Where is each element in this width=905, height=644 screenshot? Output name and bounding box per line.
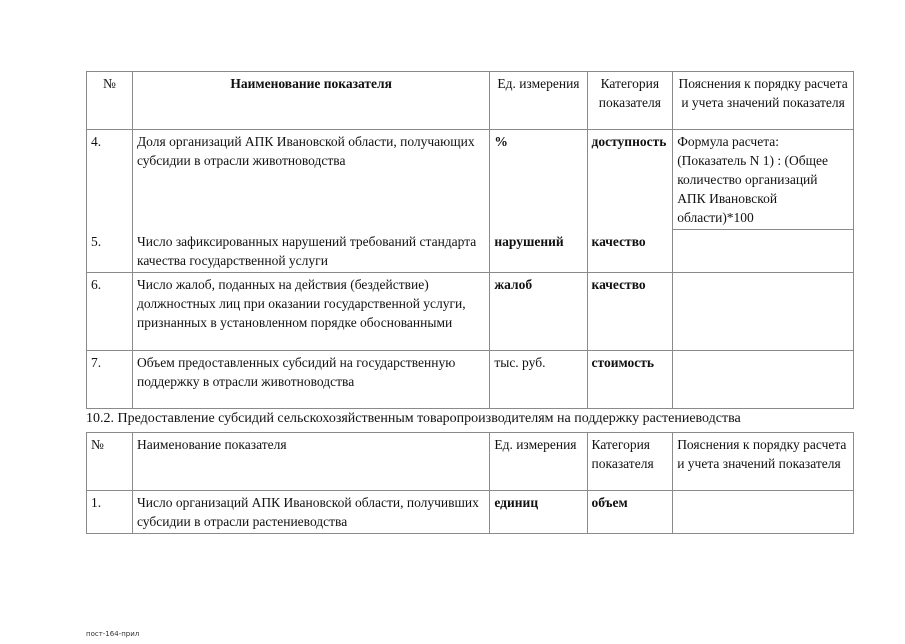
header-unit: Ед. измерения [490, 72, 587, 130]
row-category: доступность [587, 130, 673, 230]
table-row [87, 491, 854, 534]
header-name: Наименование показателя [132, 72, 489, 130]
row-notes [673, 230, 854, 273]
section-caption: 10.2. Предоставление субсидий сельскохозяйственным товаропроизводителям на поддержку растениеводства [86, 411, 741, 426]
row-name: Число организаций АПК Ивановской области, получивших субсидии в отрасли растениеводства [132, 491, 489, 534]
row-notes [673, 272, 854, 350]
row-num: 4. [87, 130, 133, 230]
row-category: качество [587, 230, 673, 273]
table-header-row [87, 433, 854, 491]
row-category: объем [587, 491, 673, 534]
row-num: 1. [87, 491, 133, 534]
row-unit: жалоб [490, 272, 587, 350]
row-notes [673, 350, 854, 408]
header-name: Наименование показателя [132, 433, 489, 491]
header-notes: Пояснения к порядку расчета и учета значений показателя [673, 72, 854, 130]
row-name: Число жалоб, поданных на действия (бездействие) должностных лиц при оказании государственной услуги, признанных в установленном порядке обоснованными [132, 272, 489, 350]
header-num: № [87, 433, 133, 491]
row-category: стоимость [587, 350, 673, 408]
row-category: качество [587, 272, 673, 350]
row-unit: единиц [490, 491, 587, 534]
header-notes: Пояснения к порядку расчета и учета значений показателя [673, 433, 854, 491]
row-unit: % [490, 130, 587, 230]
table-row [87, 230, 854, 273]
document-footer-code: пост-164-прил [86, 630, 140, 638]
header-unit: Ед. измерения [490, 433, 587, 491]
header-category: Категория показателя [587, 72, 673, 130]
row-name: Число зафиксированных нарушений требований стандарта качества государственной услуги [132, 230, 489, 273]
row-unit: нарушений [490, 230, 587, 273]
table-header-row [87, 72, 854, 130]
indicators-table-livestock [86, 71, 854, 409]
row-num: 7. [87, 350, 133, 408]
table-row [87, 350, 854, 408]
table-row [87, 272, 854, 350]
row-num: 6. [87, 272, 133, 350]
row-name: Объем предоставленных субсидий на государственную поддержку в отрасли животноводства [132, 350, 489, 408]
row-notes [673, 491, 854, 534]
row-num: 5. [87, 230, 133, 273]
header-category: Категория показателя [587, 433, 673, 491]
row-notes: Формула расчета: (Показатель N 1) : (Общее количество организаций АПК Ивановской области)*100 [673, 130, 854, 230]
table-row [87, 130, 854, 230]
row-name: Доля организаций АПК Ивановской области, получающих субсидии в отрасли животноводства [132, 130, 489, 230]
header-num: № [87, 72, 133, 130]
indicators-table-crops [86, 432, 854, 534]
row-unit: тыс. руб. [490, 350, 587, 408]
